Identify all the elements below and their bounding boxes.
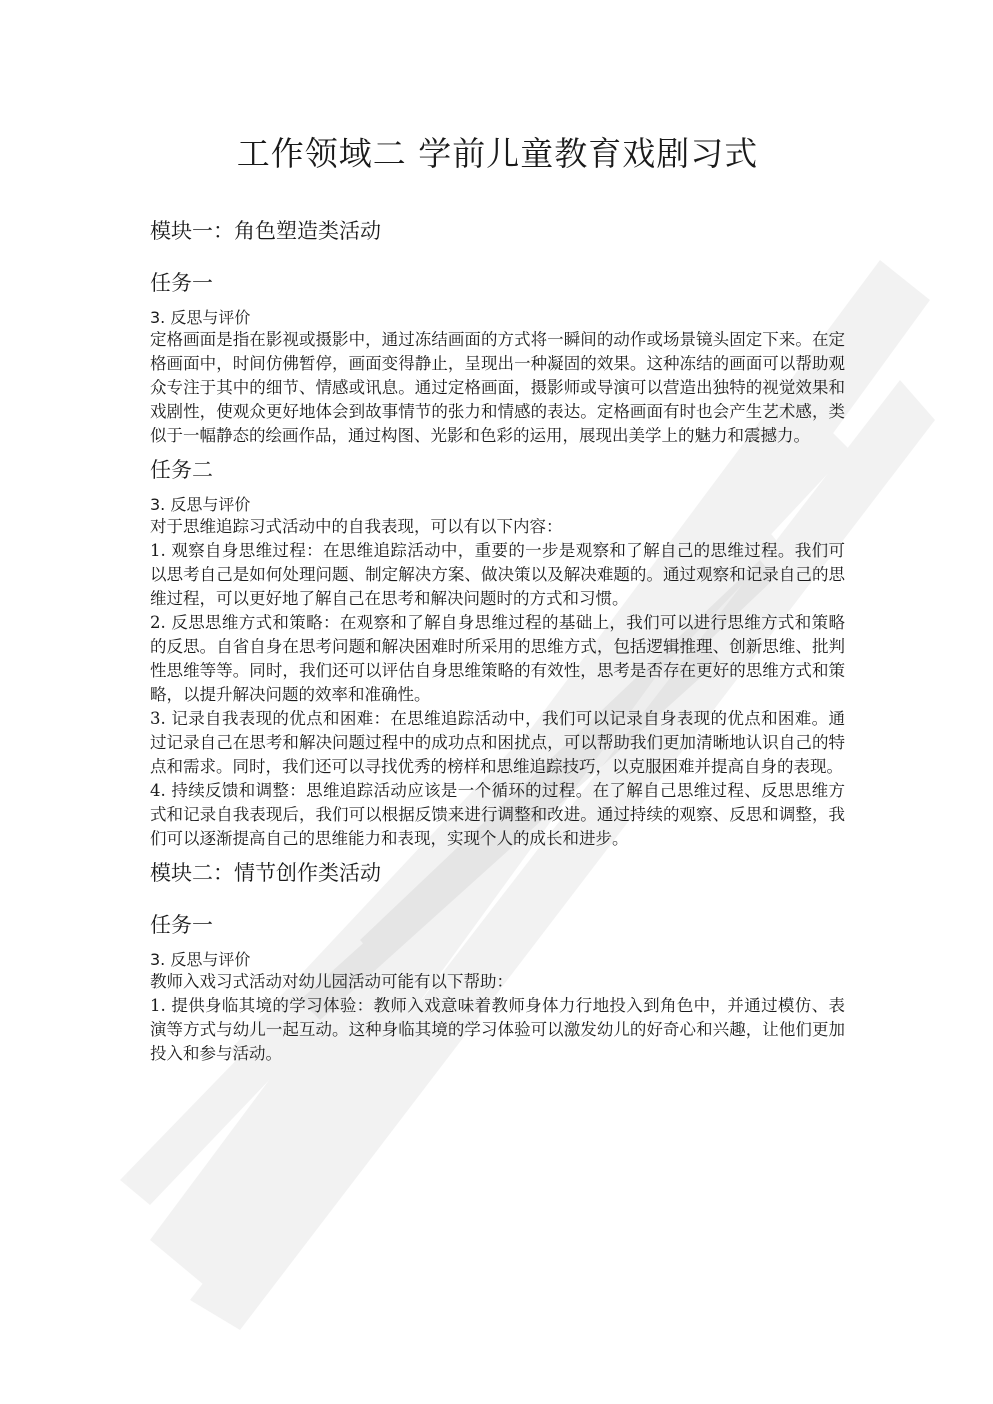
module-one-task-two-subheading: 3. 反思与评价: [150, 495, 251, 514]
module-one-task-two-item-4: 4. 持续反馈和调整：思维追踪活动应该是一个循环的过程。在了解自己思维过程、反思思维方式和记录自我表现后，我们可以根据反馈来进行调整和改进。通过持续的观察、反思和调整，我们可以逐渐提高自己的思维能力和表现，实现个人的成长和进步。: [150, 781, 845, 848]
module-two-task-one-subheading: 3. 反思与评价: [150, 950, 251, 969]
module-one-task-two-item-1: 1. 观察自身思维过程：在思维追踪活动中，重要的一步是观察和了解自己的思维过程。我们可以思考自己是如何处理问题、制定解决方案、做决策以及解决难题的。通过观察和记录自己的思维过程，可以更好地了解自己在思考和解决问题时的方式和习惯。: [150, 541, 845, 608]
module-two-task-one-item-1: 1. 提供身临其境的学习体验：教师入戏意味着教师身体力行地投入到角色中，并通过模仿、表演等方式与幼儿一起互动。这种身临其境的学习体验可以激发幼儿的好奇心和兴趣，让他们更加投入和参与活动。: [150, 996, 845, 1063]
module-one-task-one-subheading: 3. 反思与评价: [150, 308, 251, 327]
module-one-task-two-heading: 任务二: [150, 458, 213, 482]
module-one-task-one-heading: 任务一: [150, 271, 213, 295]
module-two-task-one-intro: 教师入戏习式活动对幼儿园活动可能有以下帮助：: [150, 972, 513, 991]
document-page: [150, 128, 845, 1066]
module-one-task-two-item-3: 3. 记录自我表现的优点和困难：在思维追踪活动中，我们可以记录自身表现的优点和困难。通过记录自己在思考和解决问题过程中的成功点和困扰点，可以帮助我们更加清晰地认识自己的特点和需求。同时，我们还可以寻找优秀的榜样和思维追踪技巧，以克服困难并提高自身的表现。: [150, 709, 845, 776]
module-two-task-one-heading: 任务一: [150, 913, 213, 937]
module-one-task-one-paragraph: 定格画面是指在影视或摄影中，通过冻结画面的方式将一瞬间的动作或场景镜头固定下来。在定格画面中，时间仿佛暂停，画面变得静止，呈现出一种凝固的效果。这种冻结的画面可以帮助观众专注于其中的细节、情感或讯息。通过定格画面，摄影师或导演可以营造出独特的视觉效果和戏剧性，使观众更好地体会到故事情节的张力和情感的表达。定格画面有时也会产生艺术感，类似于一幅静态的绘画作品，通过构图、光影和色彩的运用，展现出美学上的魅力和震撼力。: [150, 330, 845, 445]
document-title: 工作领域二 学前儿童教育戏剧习式: [236, 134, 759, 173]
module-one-task-two-intro: 对于思维追踪习式活动中的自我表现，可以有以下内容：: [150, 517, 563, 536]
module-one-task-two-item-2: 2. 反思思维方式和策略：在观察和了解自身思维过程的基础上，我们可以进行思维方式和策略的反思。自省自身在思考问题和解决困难时所采用的思维方式，包括逻辑推理、创新思维、批判性思维等等。同时，我们还可以评估自身思维策略的有效性，思考是否存在更好的思维方式和策略，以提升解决问题的效率和准确性。: [150, 613, 845, 704]
module-two-heading: 模块二：情节创作类活动: [150, 861, 381, 885]
module-one-heading: 模块一：角色塑造类活动: [150, 219, 381, 243]
